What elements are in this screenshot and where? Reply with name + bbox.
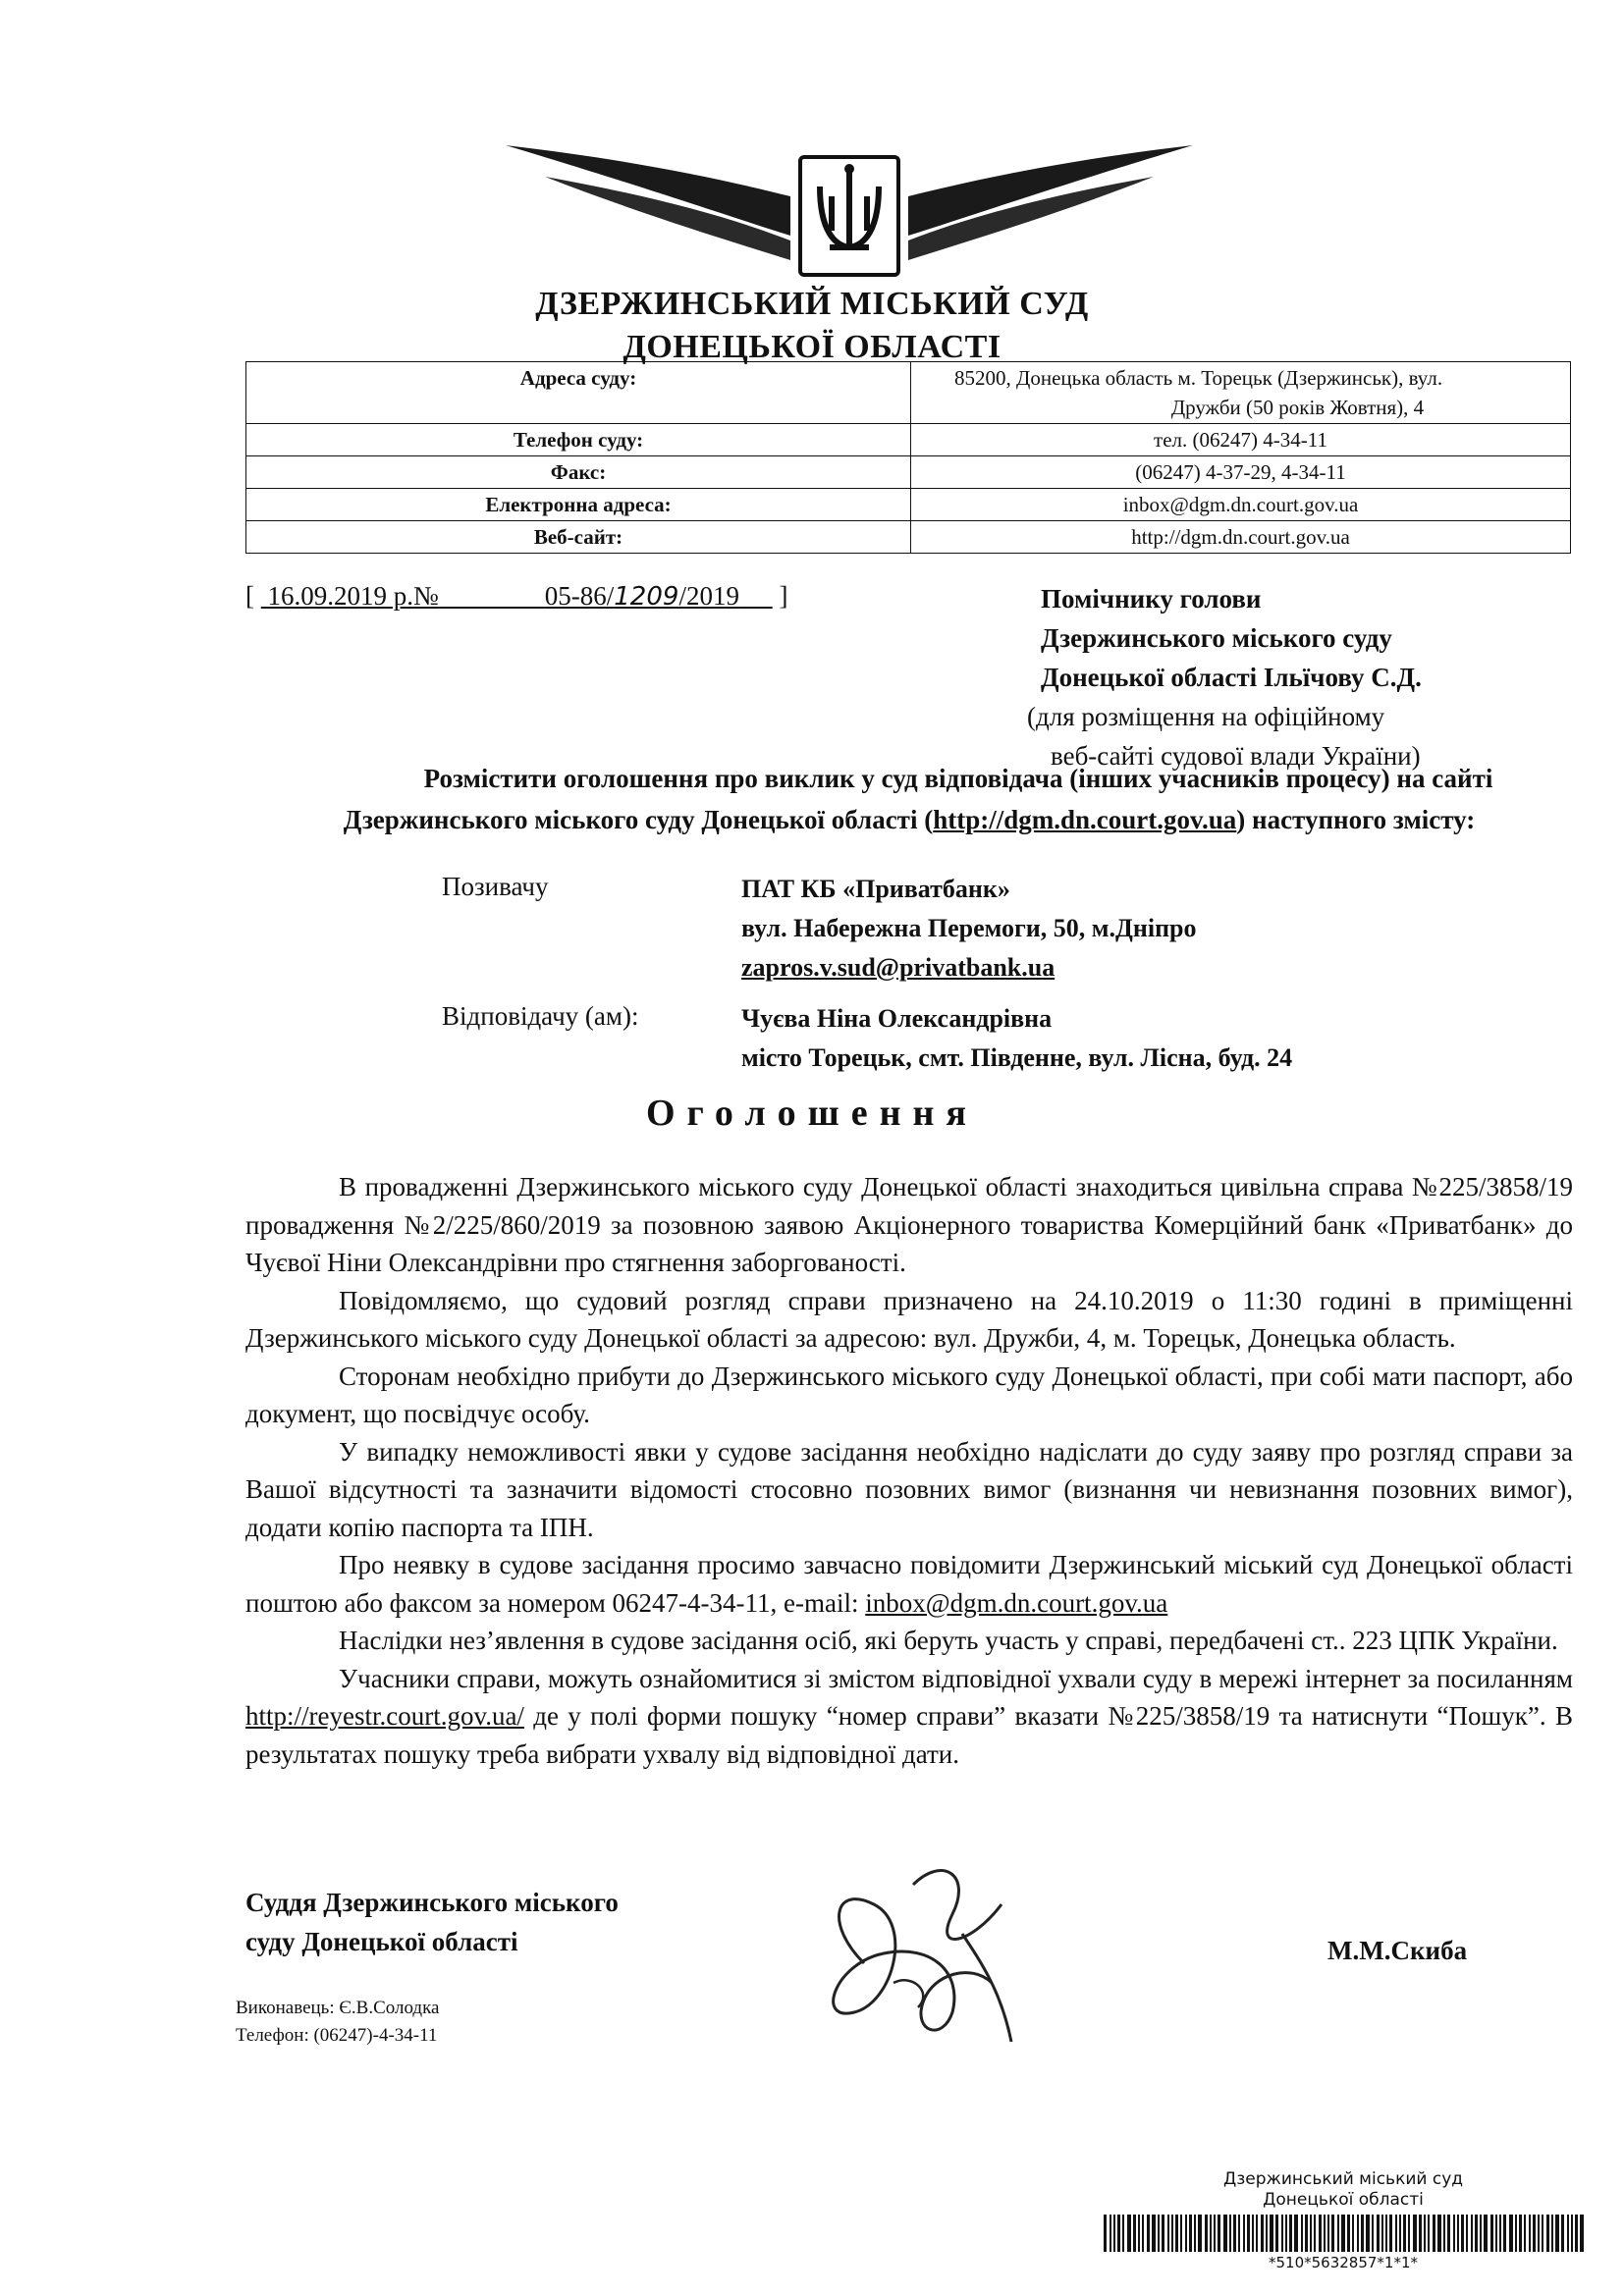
request-line2-end: ) наступного змісту: (1236, 805, 1476, 834)
barcode-number: *510*5632857*1*1* (1268, 2254, 1419, 2271)
notice-paragraph: Повідомляємо, що судовий розгляд справи призначено на 24.10.2019 о 11:30 годині в приміщенні Дзержинського міського суду Донецької області за адресою: вул. Дружби, 4, м. Торецьк, Донецька область. (245, 1285, 1573, 1353)
barcode-icon (1098, 2213, 1589, 2254)
address-label: Адреса суду: (246, 362, 911, 424)
notice-paragraph (245, 1546, 1573, 1622)
phone-value: тел. (06247) 4-34-11 (911, 424, 1571, 456)
close-bracket: ] (779, 581, 788, 611)
address-line2: Дружби (50 років Жовтня), 4 (1170, 396, 1425, 419)
notice-p7-end: де у полі форми пошуку “номер справи” вказати №225/3858/19 та натиснути “Пошук”. В результатах пошуку треба вибрати ухвалу від відповідної дати. (245, 1701, 1573, 1769)
address-line1: 85200, Донецька область м. Торецьк (Дзержинськ), вул. (954, 366, 1443, 390)
court-name-line1: ДЗЕРЖИНСЬКИЙ МІСЬКИЙ СУД (535, 286, 1089, 322)
plaintiff-name: ПАТ КБ «Приватбанк» (741, 875, 1010, 903)
outgoing-number-handwritten: 1209 (614, 582, 679, 612)
plaintiff-address: вул. Набережна Перемоги, 50, м.Дніпро (741, 914, 1197, 942)
fax-value: (06247) 4-37-29, 4-34-11 (911, 456, 1571, 489)
fax-label: Факс: (246, 456, 911, 489)
website-value[interactable]: http://dgm.dn.court.gov.ua (911, 521, 1571, 554)
addressee-line5: веб-сайті судової влади України) (1051, 741, 1421, 771)
notice-p7-text: Учасники справи, можуть ознайомитися зі змістом відповідної ухвали суду в мережі інтернет за посиланням (339, 1663, 1573, 1693)
addressee-block (1021, 579, 1422, 775)
defendant-label: Відповідачу (ам): (442, 1001, 639, 1031)
email-value[interactable]: inbox@dgm.dn.court.gov.ua (911, 489, 1571, 521)
request-paragraph (245, 758, 1573, 840)
handwritten-signature-icon (805, 1845, 1031, 2061)
executor-info (236, 1995, 439, 2050)
plaintiff-details (741, 870, 1197, 988)
table-row (246, 521, 1571, 554)
address-value (911, 362, 1571, 424)
table-row (246, 424, 1571, 456)
request-line2 (245, 799, 1573, 840)
stamp-line2: Донецької області (1263, 2190, 1424, 2210)
stamp-line1: Дзержинський міський суд (1222, 2169, 1464, 2189)
outgoing-number (245, 581, 787, 612)
notice-title: Оголошення (646, 1093, 978, 1134)
notice-paragraph (245, 1660, 1573, 1774)
notice-paragraph: У випадку неможливості явки у судове засідання необхідно надіслати до суду заяву про розгляд справи за Вашої відсутності та зазначити відомості стосовно позовних вимог (визнання чи невизнання позовних вимог), додати копію паспорта та ІПН. (245, 1436, 1573, 1542)
email-label: Електронна адреса: (246, 489, 911, 521)
addressee-line2: Дзержинського міського суду (1041, 623, 1392, 653)
court-name (0, 283, 1624, 369)
request-line1: Розмістити оголошення про виклик у суд відповідача (інших учасників процесу) на сайті (423, 764, 1493, 793)
plaintiff-email[interactable]: zapros.v.sud@privatbank.ua (741, 953, 1056, 982)
judge-title-line2: суду Донецької області (245, 1927, 518, 1956)
addressee-line4: (для розміщення на офіційному (1027, 702, 1385, 731)
addressee-line1: Помічнику голови (1041, 584, 1262, 614)
executor-name: Виконавець: Є.В.Солодка (236, 1998, 440, 2018)
outgoing-date-underlined (261, 581, 773, 611)
request-link[interactable]: http://dgm.dn.court.gov.ua (933, 805, 1237, 834)
outgoing-number-prefix: 05-86/ (544, 581, 615, 611)
table-row (246, 456, 1571, 489)
judge-name: М.М.Скиба (1327, 1936, 1468, 1965)
table-row (246, 489, 1571, 521)
addressee-line3: Донецької області Ільїчову С.Д. (1041, 663, 1422, 692)
judge-title-line1: Суддя Дзержинського міського (245, 1888, 619, 1917)
outgoing-number-suffix: /2019 (678, 581, 739, 611)
website-label: Веб-сайт: (246, 521, 911, 554)
executor-phone: Телефон: (06247)-4-34-11 (236, 2025, 438, 2046)
notice-body (245, 1168, 1573, 1773)
registration-stamp (1098, 2169, 1589, 2271)
open-bracket: [ (245, 581, 254, 611)
notice-p5-text: Про неявку в судове засідання просимо завчасно повідомити Дзержинський міський суд Донецької області поштою або факсом за номером 06247-4-34-11, e-mail: (245, 1550, 1573, 1618)
court-name-line2: ДОНЕЦЬКОЇ ОБЛАСТІ (623, 329, 1001, 365)
court-info-table (245, 361, 1571, 554)
defendant-address: місто Торецьк, смт. Південне, вул. Лісна, буд. 24 (741, 1043, 1293, 1072)
notice-paragraph: В провадженні Дзержинського міського суду Донецької області знаходиться цивільна справа №225/3858/19 провадження №2/225/860/2019 за позовною заявою Акціонерного товариства Комерційний банк «Приватбанк» до Чуєвої Ніни Олександрівни про стягнення заборгованості. (245, 1172, 1573, 1277)
notice-paragraph: Сторонам необхідно прибути до Дзержинського міського суду Донецької області, при собі мати паспорт, або документ, що посвідчує особу. (245, 1361, 1573, 1428)
table-row (246, 362, 1571, 424)
defendant-details (741, 999, 1292, 1078)
registry-link[interactable]: http://reyestr.court.gov.ua/ (245, 1701, 524, 1731)
plaintiff-label: Позивачу (442, 872, 549, 901)
notice-paragraph: Наслідки нез’явлення в судове засідання осіб, які беруть участь у справі, передбачені ст.. 223 ЦПК України. (339, 1626, 1558, 1655)
outgoing-date: 16.09.2019 р.№ (267, 581, 439, 611)
phone-label: Телефон суду: (246, 424, 911, 456)
notice-email-link[interactable]: inbox@dgm.dn.court.gov.ua (865, 1587, 1168, 1618)
defendant-name: Чуєва Ніна Олександрівна (741, 1004, 1053, 1033)
request-line2-start: Дзержинського міського суду Донецької області ( (343, 805, 934, 834)
court-emblem-icon (506, 137, 1193, 294)
judge-title (245, 1883, 619, 1961)
